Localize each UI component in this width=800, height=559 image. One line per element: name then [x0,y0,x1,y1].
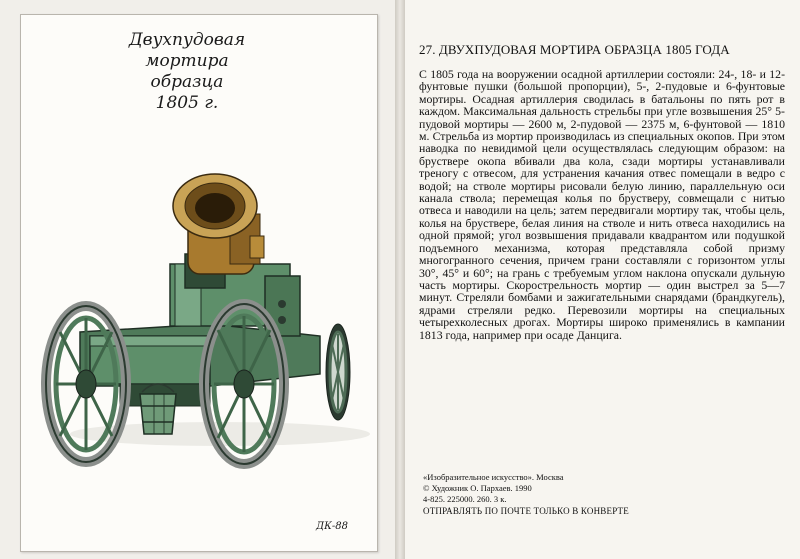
imprint-block [423,472,783,505]
article-body: С 1805 года на вооружении осадной артиллерии состояли: 24-, 18- и 12-фунтовые пушки (большой пропорции), 5-, 2-пудовые и 6-фунтовые мортиры. Осадная артиллерия сводилась в батальоны по пять рот в каждом. Максимальная дальность стрельбы при угле возвышения 25° 5-пудовой мортиры — 2600 м, 2-пудовой — 2375 м, 6-фунтовой — 1810 м. Стрельба из мортир производилась из специальных окопов. При этом наводка по невидимой цели осуществлялась следующим образом: на бруствере окопа вбивали два кола, сзади мортиры устанавливали треногу с отвесом, для устранения качания отвес помещали в ведро с водой; на стволе мортиры рисовали белую линию, параллельную оси канала ствола; перемещая колья по брустверу, совмещали с нитью отвеса и наводили на цель; затем передвигали мортиру так, чтобы цель, колья на бруствере, белая линия на стволе и нить отвеса находились на одной прямой; угол возвышения придавали квадрантом или подушкой подъемного механизма, которая представляла собой призму многогранного сечения, причем грани составляли с горизонтом углы 30°, 45° и 60°; на грань с требуемым углом наклона опускали дульную часть мортиры. Скорострельность мортир — один выстрел за 5—7 минут. Стреляли бомбами и зажигательными снарядами (брандкугель), ядрами стреляли редко. Перевозили мортиры на специальных четырехколесных дрогах. Мортиры широко применялись в кампании 1813 года, например при осаде Данцига. [419,67,785,342]
plate-title: Двухпудовая мортира образца 1805 г. [128,30,246,113]
left-wheel [46,306,126,462]
article-heading: 27. ДВУХПУДОВАЯ МОРТИРА ОБРАЗЦА 1805 ГОДА [419,42,730,57]
right-wheel [204,304,284,464]
left-page [0,0,395,559]
imprint-catalog: 4-825. 225000. 260. 3 к. [423,494,507,504]
right-page [405,0,800,559]
postal-note: ОТПРАВЛЯТЬ ПО ПОЧТЕ ТОЛЬКО В КОНВЕРТЕ [423,506,629,516]
imprint-artist: © Художник О. Пархаев. 1990 [423,483,532,493]
artist-signature: ДК-88 [316,521,348,532]
imprint-publisher: «Изобразительное искусство». Москва [423,472,564,482]
book-gutter [395,0,405,559]
rear-wheel [326,324,350,420]
